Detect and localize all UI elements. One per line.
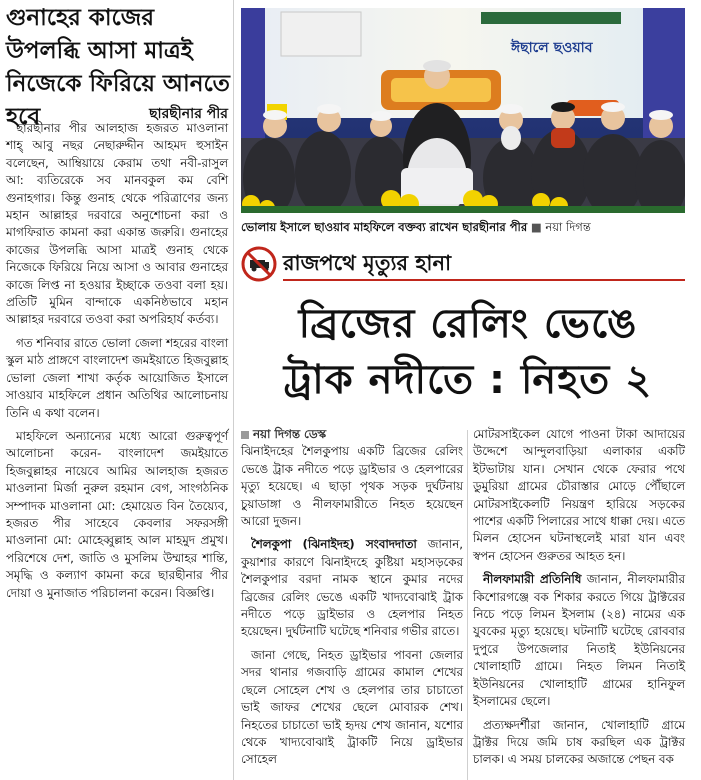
- paragraph-text: জানান, কুয়াশার কারণে ঝিনাইদহে কুষ্টিয়া মহাসড়কের শৈলকুপার বরদা নামক স্থানে কুমার নদের ব্রিজের রেলিং ভেঙে একটি খাদ্যবোঝাই ট্রাক নদীতে পড়ে ড্রাইভার ও হেলপার নিহত হয়েছেন। দুর্ঘটনাটি ঘটেছে শনিবার গভীর রাতে।: [241, 537, 463, 639]
- section-underline: [283, 279, 685, 281]
- photo-caption-text: ভোলায় ইসালে ছাওয়াব মাহফিলে বক্তব্য রাখেন ছারছীনার পীর: [241, 220, 528, 234]
- event-photo: [241, 8, 685, 213]
- main-headline: [243, 296, 693, 408]
- left-article-body: [6, 120, 228, 608]
- left-article-byline: ছারছীনার পীর: [149, 106, 228, 122]
- no-vehicle-icon: [241, 246, 277, 282]
- article-paragraph: মোটরসাইকেল যোগে পাওনা টাকা আদায়ের উদ্দেশে আন্দুলবাড়িয়া এলাকার একটি ইটভাটায় যান। সেখান থেকে ফেরার পথে ডুমুরিয়া গ্রামের চৌরাস্তার মোড়ে পৌঁছালে মোটরসাইকেলটি নিয়ন্ত্রণ হারিয়ে সড়কের পাশের একটি পিলারের সাথে ধাক্কা দেয়। এতে মিলন হোসেন ঘটনাস্থলেই মারা যান এবং স্বপন হোসেন গুরুতর আহত হন।: [473, 427, 685, 563]
- column-divider: [233, 0, 234, 780]
- caption-separator-icon: ■: [530, 220, 542, 234]
- section-title: রাজপথে মৃত্যুর হানা: [283, 251, 452, 275]
- left-paragraph: গত শনিবার রাতে ভোলা জেলা শহরের বাংলা স্কুল মাঠ প্রাঙ্গণে বাংলাদেশ জমইয়াতে হিজবুল্লাহ ভোলা জেলা শাখা কর্তৃক আয়োজিত ইসালে সাওয়াব মাহফিলে প্রধান অতিথির আলোচনায় তিনি এ কথা বলেন।: [6, 335, 228, 420]
- article-paragraph: জানা গেছে, নিহত ড্রাইভার পাবনা জেলার সদর থানার গজবাড়ি গ্রামের কামাল শেখের ছেলে সোহেল শেখ ও হেলপার তার চাচাতো ভাই জাফর শেখের ছেলে মোবারক শেখ। নিহতের চাচাতো ভাই হৃদয় শেখ জানান, যশোর থেকে খাদ্যবোঝাই ট্রাকটি নিয়ে ড্রাইভার সোহেল: [241, 647, 463, 767]
- main-article-column-1: [241, 426, 463, 775]
- article-paragraph: ঝিনাইদহের শৈলকুপায় একটি ব্রিজের রেলিং ভেঙে ট্রাক নদীতে পড়ে ড্রাইভার ও হেলপারের মৃত্যু হয়েছে। এ ছাড়া পৃথক সড়ক দুর্ঘটনায় চুয়াডাঙ্গা ও নীলফামারীতে নিহত হয়েছেন আরো দুজন।: [241, 444, 463, 529]
- article-paragraph: প্রত্যক্ষদর্শীরা জানান, খোলাহাটি গ্রামে ট্রাক্টর দিয়ে জমি চাষ করছিল এক ট্রাক্টর চালক। এ সময় চালকের অজান্তে পেছন বক: [473, 717, 685, 767]
- desk-label: নয়া দিগন্ত ডেস্ক: [253, 427, 327, 441]
- left-paragraph: ছারছীনার পীর আলহাজ হজরত মাওলানা শাহ্ আবু নছর নেছারুদ্দীন আহমদ হুসাইন বলেছেন, আম্বিয়ায়ে কেরাম তথা নবী-রাসুল আ: ব্যতিরেকে সব মানবকুল কম বেশি গুনাহগার। কিন্তু গুনাহ থেকে পরিত্রাণের জন্য মহান আল্লাহর দরবারে অনুশোচনা করা ও মাগফিরাত কামনা করা একান্ত জরুরি। গুনাহের কাজের উপলব্ধি আসা মাত্রই গুনাহ থেকে নিজেকে ফিরিয়ে নিয়ে আসা ও আবার গুনাহের কাজে লিপ্ত না হওয়ার ইচ্ছাকে তওবা বলা হয়। প্রতিটি মুমিন বান্দাকে একনিষ্ঠভাবে মহান আল্লাহর দরবারে তওবা করা অপরিহার্য কর্তব্য।: [6, 121, 228, 327]
- correspondent-lead: শৈলকুপা (ঝিনাইদহ) সংবাদদাতা: [251, 537, 417, 552]
- section-tag: [241, 243, 691, 287]
- banner-title: ঈছালে ছওয়াব: [511, 40, 593, 56]
- main-article-column-2: [473, 426, 685, 775]
- main-headline-line1: ব্রিজের রেলিং ভেঙে: [298, 301, 638, 347]
- paragraph-text: জানান, নীলফামারীর কিশোরগঞ্জে বক শিকার করতে গিয়ে ট্রাক্টরের নিচে পড়ে লিমন ইসলাম (২৪) নামের এক যুবকের মৃত্যু হয়েছে। ঘটনাটি ঘটেছে রোববার দুপুরে উপজেলার নিতাই ইউনিয়নের খোলাহাটি গ্রামে। নিহত লিমন নিতাই ইউনিয়নের খোলাহাটি গ্রামের হানিফুল ইসলামের ছেলে।: [473, 572, 685, 709]
- main-headline-line2: ট্রাক নদীতে : নিহত ২: [283, 357, 653, 403]
- article-paragraph: [241, 536, 463, 640]
- desk-line: [241, 426, 463, 443]
- left-article-headline: গুনাহের কাজের উপলব্ধি আসা মাত্রই নিজেকে ফিরিয়ে আনতে হবে: [6, 5, 230, 130]
- left-paragraph: মাহফিলে অন্যান্যের মধ্যে আরো গুরুত্বপূর্ণ আলোচনা করেন- বাংলাদেশ জমইয়াতে হিজবুল্লাহর নায়েবে আমির আলহাজ হজরত মাওলানা মির্জা নুরুল রহমান বেগ, সাংগঠনিক সম্পাদক মাওলানা মো: হেমায়েত বিন তৈয়্যেব, হজরত পীর সাহেবে কেবলার সফরসঙ্গী মাওলানা মো: মোহেব্বুল্লাহ আল মাহমুদ প্রমুখ। পরিশেষে দেশ, জাতি ও মুসলিম উম্মাহর শান্তি, সমৃদ্ধি ও কল্যাণ কামনা করে ছারছীনার পীর দোয়া ও মুনাজাত পরিচালনা করেন। বিজ্ঞপ্তি।: [6, 428, 228, 600]
- photo-credit: নয়া দিগন্ত: [545, 220, 591, 234]
- desk-square-icon: [241, 431, 249, 439]
- correspondent-lead: নীলফামারী প্রতিনিধি: [483, 572, 582, 587]
- photo-caption: [241, 219, 685, 238]
- column-divider: [467, 430, 468, 780]
- article-paragraph: [473, 571, 685, 710]
